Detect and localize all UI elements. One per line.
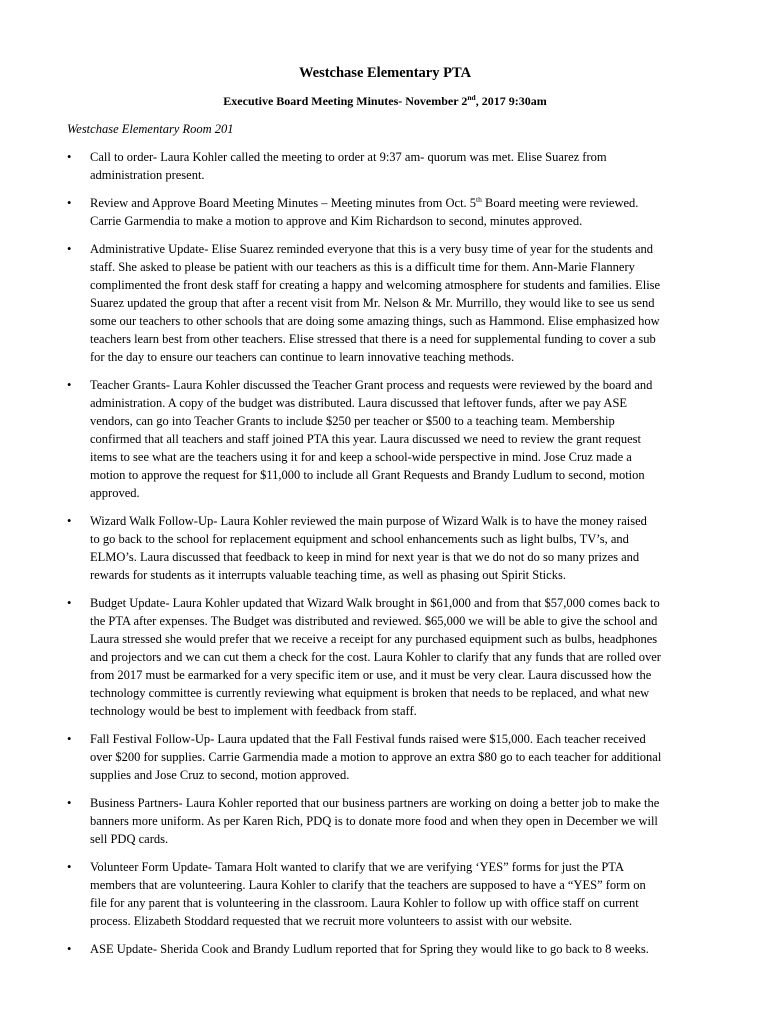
minutes-item-text: Fall Festival Follow-Up- Laura updated that the Fall Festival funds raised were $15,000. Each teacher received over $200 for supplies. Carrie Garmendia made a motion to approve an extra $80 go to each teacher for additional supplies and Jose Cruz to second, motion approved. bbox=[90, 732, 662, 782]
bullet-icon: • bbox=[67, 860, 72, 874]
minutes-item-text: Wizard Walk Follow-Up- Laura Kohler reviewed the main purpose of Wizard Walk is to have the money raised to go back to the school for replacement equipment and school enhancements such as light bulbs, TV’s, and ELMO’s. Laura discussed that feedback to keep in mind for next year is that we do not do so many prizes and rewards for students as it interrupts valuable teaching time, as well as phasing out Spirit Sticks. bbox=[90, 514, 647, 582]
meeting-location: Westchase Elementary Room 201 bbox=[67, 122, 234, 136]
minutes-item-text: Call to order- Laura Kohler called the meeting to order at 9:37 am- quorum was met. Elise Suarez from administration present. bbox=[90, 150, 607, 182]
document-title: Westchase Elementary PTA bbox=[298, 65, 472, 81]
bullet-icon: • bbox=[67, 596, 72, 610]
minutes-item-text: Teacher Grants- Laura Kohler discussed the Teacher Grant process and requests were reviewed by the board and administration. A copy of the budget was distributed. Laura discussed that leftover funds, after we pay ASE vendors, can go into Teacher Grants to include $250 per teacher or $500 to a teaching team. Membership confirmed that all teachers and staff joined PTA this year. Laura discussed we need to review the grant request items to see what are the teachers using it for and keep a school-wide perspective in mind. Jose Cruz made a motion to approve the request for $11,000 to include all Grant Requests and Brandy Ludlum to second, motion approved. bbox=[90, 378, 653, 500]
minutes-item-text: Volunteer Form Update- Tamara Holt wanted to clarify that we are verifying ‘YES” forms for just the PTA members that are volunteering. Laura Kohler to clarify that the teachers are supposed to have a “YES” form on file for any parent that is volunteering in the classroom. Laura Kohler to follow up with office staff on current process. Elizabeth Stoddard requested that we recruit more volunteers to assist with our website. bbox=[90, 860, 646, 928]
minutes-item-text-start: Review and Approve Board Meeting Minutes – Meeting minutes from Oct. 5 bbox=[90, 196, 477, 210]
minutes-item-text bbox=[90, 194, 730, 230]
minutes-item-text: Business Partners- Laura Kohler reported that our business partners are working on doing a better job to make the banners more uniform. As per Karen Rich, PDQ is to donate more food and when they open in December we will sell PDQ cards. bbox=[90, 796, 660, 846]
minutes-item-text: Budget Update- Laura Kohler updated that Wizard Walk brought in $61,000 and from that $57,000 comes back to the PTA after expenses. The Budget was distributed and reviewed. $65,000 we will be able to give the school and Laura stressed she would prefer that we receive a receipt for any purchased equipment such as bulbs, headphones and projectors and we can cut them a check for the cost. Laura Kohler to clarify that any funds that are rolled over from 2017 must be earmarked for a very specific item or use, and it must be very clear. Laura discussed how the technology committee is currently reviewing what equipment is broken that needs to be replaced, and what new technology would be best to implement with feedback from staff. bbox=[90, 596, 661, 718]
bullet-icon: • bbox=[67, 732, 72, 746]
minutes-item-text: ASE Update- Sherida Cook and Brandy Ludlum reported that for Spring they would like to go back to 8 weeks. bbox=[90, 942, 649, 956]
subtitle-text: Executive Board Meeting Minutes- November 2 bbox=[223, 94, 468, 108]
bullet-icon: • bbox=[67, 942, 72, 956]
bullet-icon: • bbox=[67, 150, 72, 164]
bullet-icon: • bbox=[67, 378, 72, 392]
bullet-icon: • bbox=[67, 196, 72, 210]
minutes-item-text: Administrative Update- Elise Suarez reminded everyone that this is a very busy time of year for the students and staff. She asked to please be patient with our teachers as this is a difficult time for them. Ann-Marie Flannery complimented the front desk staff for creating a happy and welcoming atmosphere for students and families. Elise Suarez updated the group that after a recent visit from Mr. Nelson & Mr. Murrillo, they would like to see us send some our teachers to other schools that are doing some amazing things, such as Hammond. Elise emphasized how teachers learn best from other teachers. Elise stressed that there is a need for supplemental funding to cover a sub for the day to ensure our teachers can continue to learn innovative teaching methods. bbox=[90, 242, 661, 364]
bullet-icon: • bbox=[67, 514, 72, 528]
subtitle-date-time: , 2017 9:30am bbox=[475, 94, 547, 108]
subtitle-ordinal-suffix: nd bbox=[467, 93, 476, 102]
document-subtitle bbox=[0, 92, 770, 110]
bullet-icon: • bbox=[67, 796, 72, 810]
minutes-item-text-end: Board meeting were reviewed. Carrie Garmendia to make a motion to approve and Kim Richardson to second, minutes approved. bbox=[90, 196, 639, 228]
ordinal-suffix: th bbox=[476, 194, 482, 204]
bullet-icon: • bbox=[67, 242, 72, 256]
